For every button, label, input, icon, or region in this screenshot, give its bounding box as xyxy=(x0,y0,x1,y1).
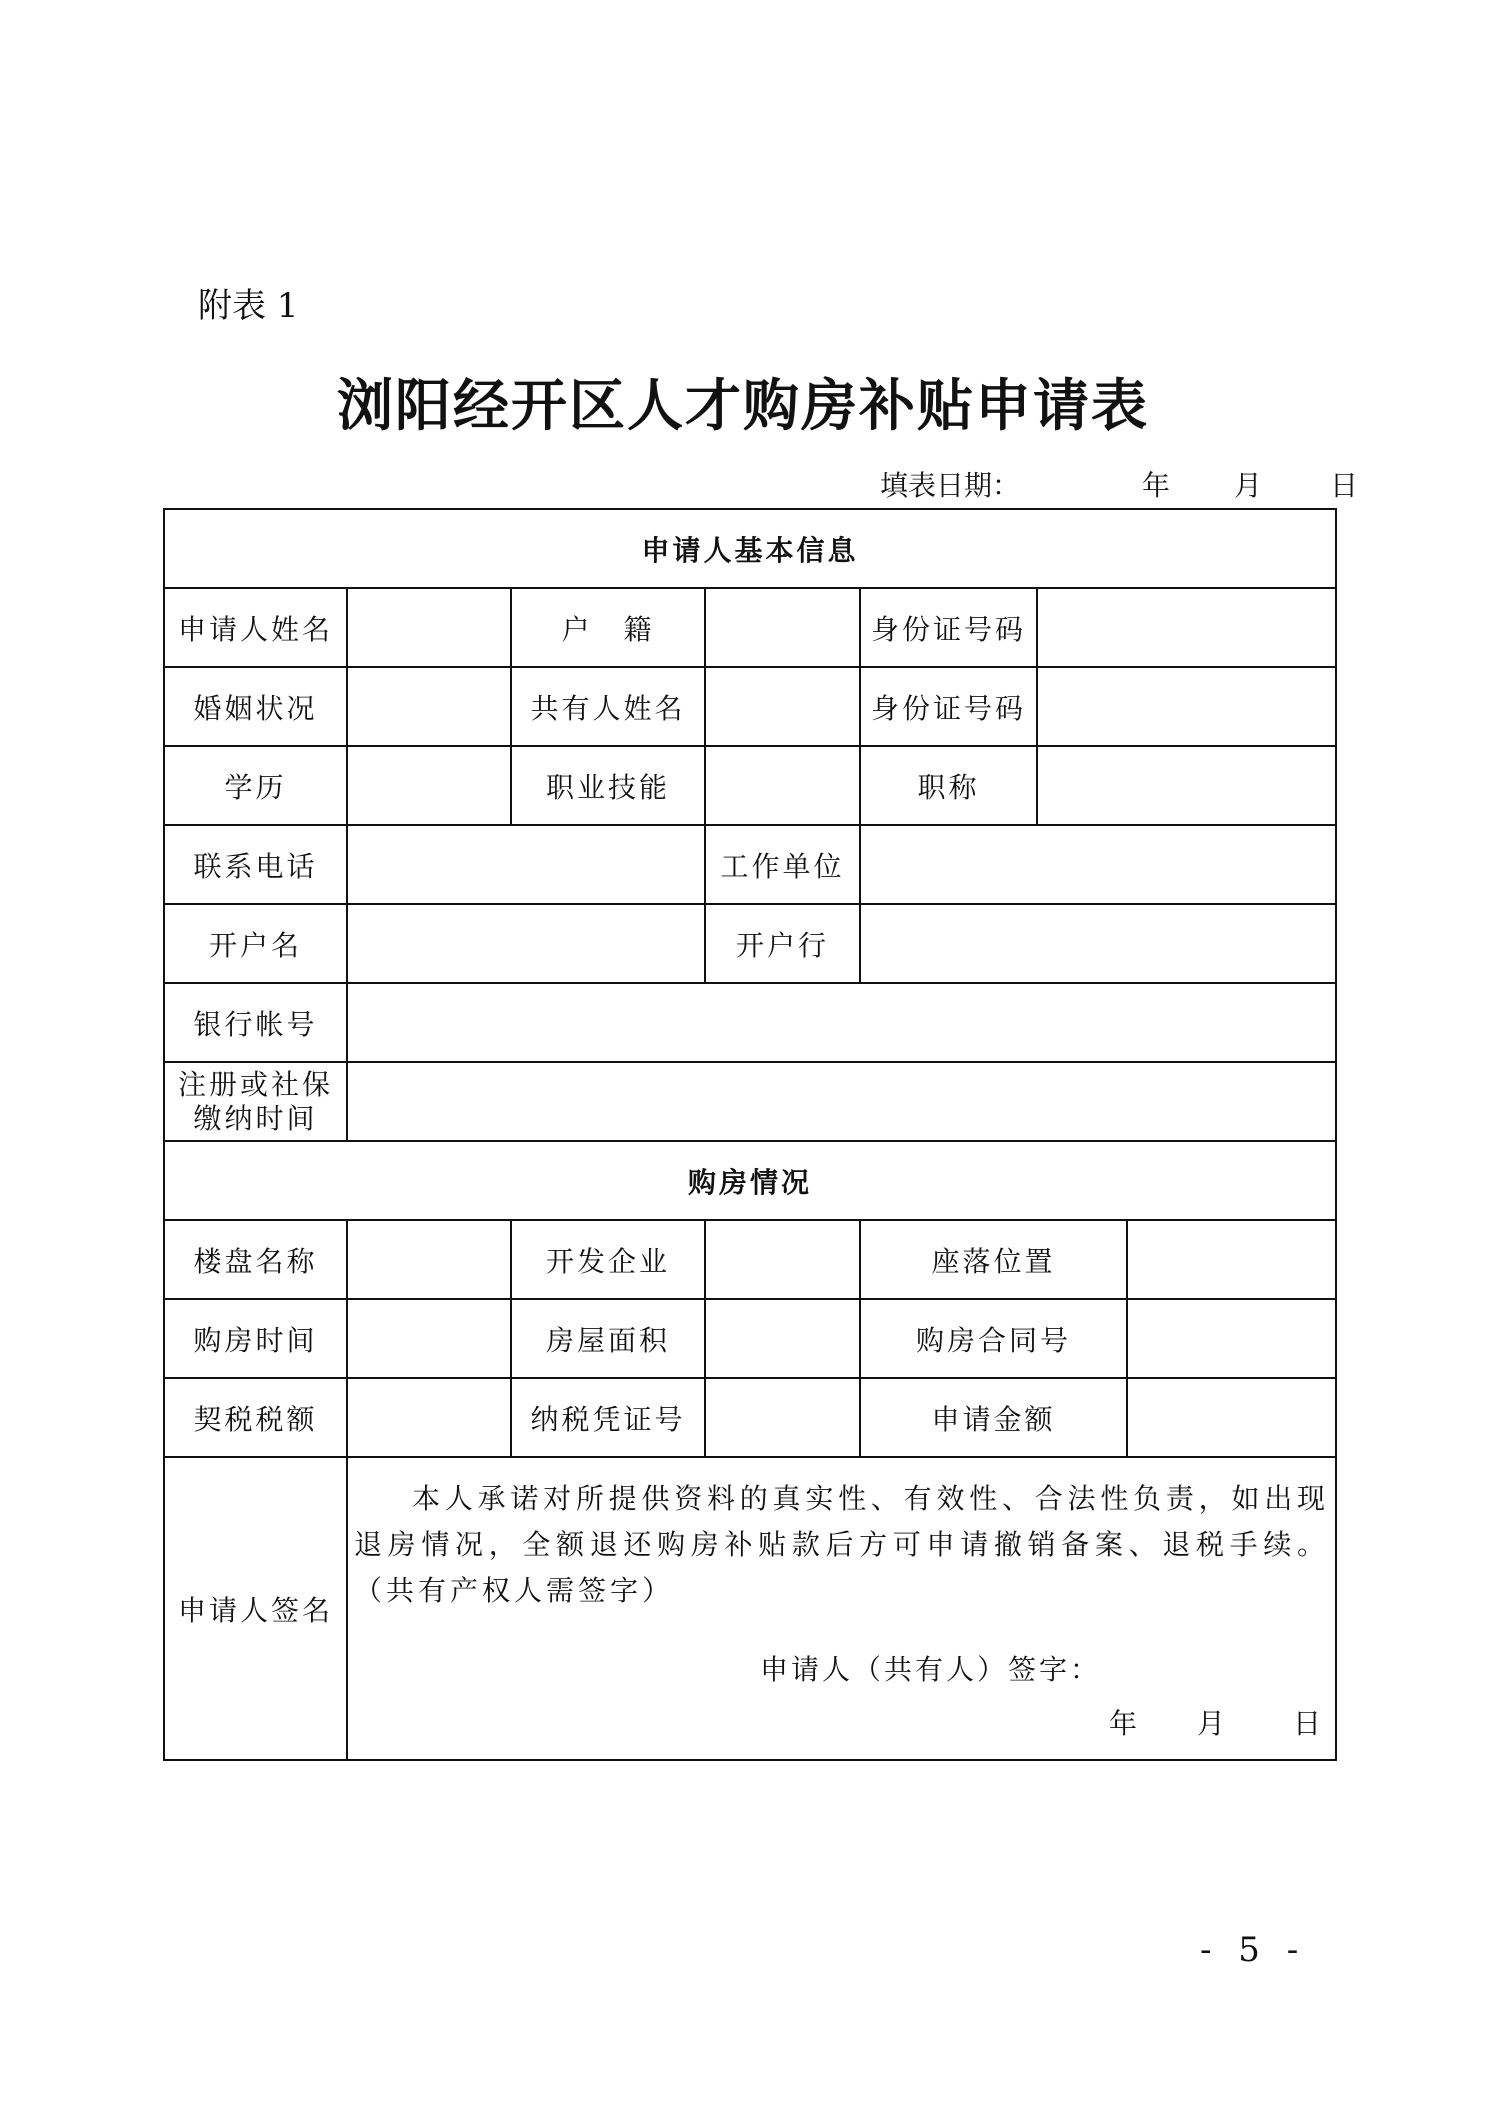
annex-label: 附表 1 xyxy=(198,286,299,326)
table-row xyxy=(164,983,1336,1062)
table-row xyxy=(164,904,1336,983)
contract-number-field[interactable] xyxy=(1127,1299,1336,1378)
vocational-skill-field[interactable] xyxy=(705,746,860,825)
registration-time-label-line2: 缴纳时间 xyxy=(193,1101,318,1135)
tax-certificate-field[interactable] xyxy=(705,1378,860,1457)
table-row xyxy=(164,1299,1336,1378)
deed-tax-field[interactable] xyxy=(347,1378,511,1457)
employer-field[interactable] xyxy=(860,825,1336,904)
table-row xyxy=(164,1220,1336,1299)
education-field[interactable] xyxy=(347,746,511,825)
id-number-field[interactable] xyxy=(1037,588,1336,667)
table-row xyxy=(164,667,1336,746)
account-number-field[interactable] xyxy=(347,983,1336,1062)
account-name-field[interactable] xyxy=(347,904,705,983)
floor-area-label: 房屋面积 xyxy=(511,1299,705,1378)
application-amount-field[interactable] xyxy=(1127,1378,1336,1457)
fill-date-label: 填表日期： xyxy=(880,469,1021,502)
section-basic-info: 申请人基本信息 xyxy=(164,509,1336,588)
bank-field[interactable] xyxy=(860,904,1336,983)
id-number-label: 身份证号码 xyxy=(860,588,1037,667)
pledge-text: 本人承诺对所提供资料的真实性、有效性、合法性负责，如出现退房情况，全额退还购房补贴款后方可申请撤销备案、退税手续。（共有产权人需签字） xyxy=(354,1481,1330,1607)
registration-time-label-line1: 注册或社保 xyxy=(177,1067,333,1101)
application-form-table xyxy=(163,508,1337,1761)
table-row xyxy=(164,746,1336,825)
signature-year: 年 xyxy=(1109,1706,1140,1740)
page-number: - 5 - xyxy=(1200,1930,1307,1970)
purchase-time-label: 购房时间 xyxy=(164,1299,347,1378)
professional-title-field[interactable] xyxy=(1037,746,1336,825)
signature-line: 申请人（共有人）签字： xyxy=(760,1652,1102,1686)
deed-tax-label: 契税税额 xyxy=(164,1378,347,1457)
developer-label: 开发企业 xyxy=(511,1220,705,1299)
table-row xyxy=(164,588,1336,667)
vocational-skill-label: 职业技能 xyxy=(511,746,705,825)
contract-number-label: 购房合同号 xyxy=(860,1299,1127,1378)
registration-time-field[interactable] xyxy=(347,1062,1336,1141)
marital-status-label: 婚姻状况 xyxy=(164,667,347,746)
fill-date-month: 月 xyxy=(1234,469,1263,502)
location-field[interactable] xyxy=(1127,1220,1336,1299)
employer-label: 工作单位 xyxy=(705,825,860,904)
table-row xyxy=(164,1062,1336,1141)
education-label: 学历 xyxy=(164,746,347,825)
signature-day: 日 xyxy=(1293,1706,1324,1740)
name-field[interactable] xyxy=(347,588,511,667)
signature-date xyxy=(354,1702,1329,1742)
coowner-id-label: 身份证号码 xyxy=(860,667,1037,746)
phone-label: 联系电话 xyxy=(164,825,347,904)
fill-date-year: 年 xyxy=(1142,469,1171,502)
form-title: 浏阳经开区人才购房补贴申请表 xyxy=(337,373,1149,439)
account-name-label: 开户名 xyxy=(164,904,347,983)
coowner-id-field[interactable] xyxy=(1037,667,1336,746)
project-name-label: 楼盘名称 xyxy=(164,1220,347,1299)
floor-area-field[interactable] xyxy=(705,1299,860,1378)
fill-date-day: 日 xyxy=(1330,469,1359,502)
account-number-label: 银行帐号 xyxy=(164,983,347,1062)
location-label: 座落位置 xyxy=(860,1220,1127,1299)
signature-area[interactable] xyxy=(347,1457,1336,1760)
table-row xyxy=(164,1457,1336,1760)
professional-title-label: 职称 xyxy=(860,746,1037,825)
bank-label: 开户行 xyxy=(705,904,860,983)
coowner-name-field[interactable] xyxy=(705,667,860,746)
marital-status-field[interactable] xyxy=(347,667,511,746)
project-name-field[interactable] xyxy=(347,1220,511,1299)
hukou-label: 户 籍 xyxy=(511,588,705,667)
hukou-field[interactable] xyxy=(705,588,860,667)
signature-month: 月 xyxy=(1197,1706,1228,1740)
table-row xyxy=(164,1378,1336,1457)
table-row xyxy=(164,825,1336,904)
purchase-time-field[interactable] xyxy=(347,1299,511,1378)
signature-label: 申请人签名 xyxy=(164,1457,347,1760)
section-purchase-info: 购房情况 xyxy=(164,1141,1336,1220)
fill-date xyxy=(880,464,1358,504)
tax-certificate-label: 纳税凭证号 xyxy=(511,1378,705,1457)
name-label: 申请人姓名 xyxy=(164,588,347,667)
developer-field[interactable] xyxy=(705,1220,860,1299)
coowner-name-label: 共有人姓名 xyxy=(511,667,705,746)
phone-field[interactable] xyxy=(347,825,705,904)
registration-time-label xyxy=(164,1062,347,1141)
application-amount-label: 申请金额 xyxy=(860,1378,1127,1457)
